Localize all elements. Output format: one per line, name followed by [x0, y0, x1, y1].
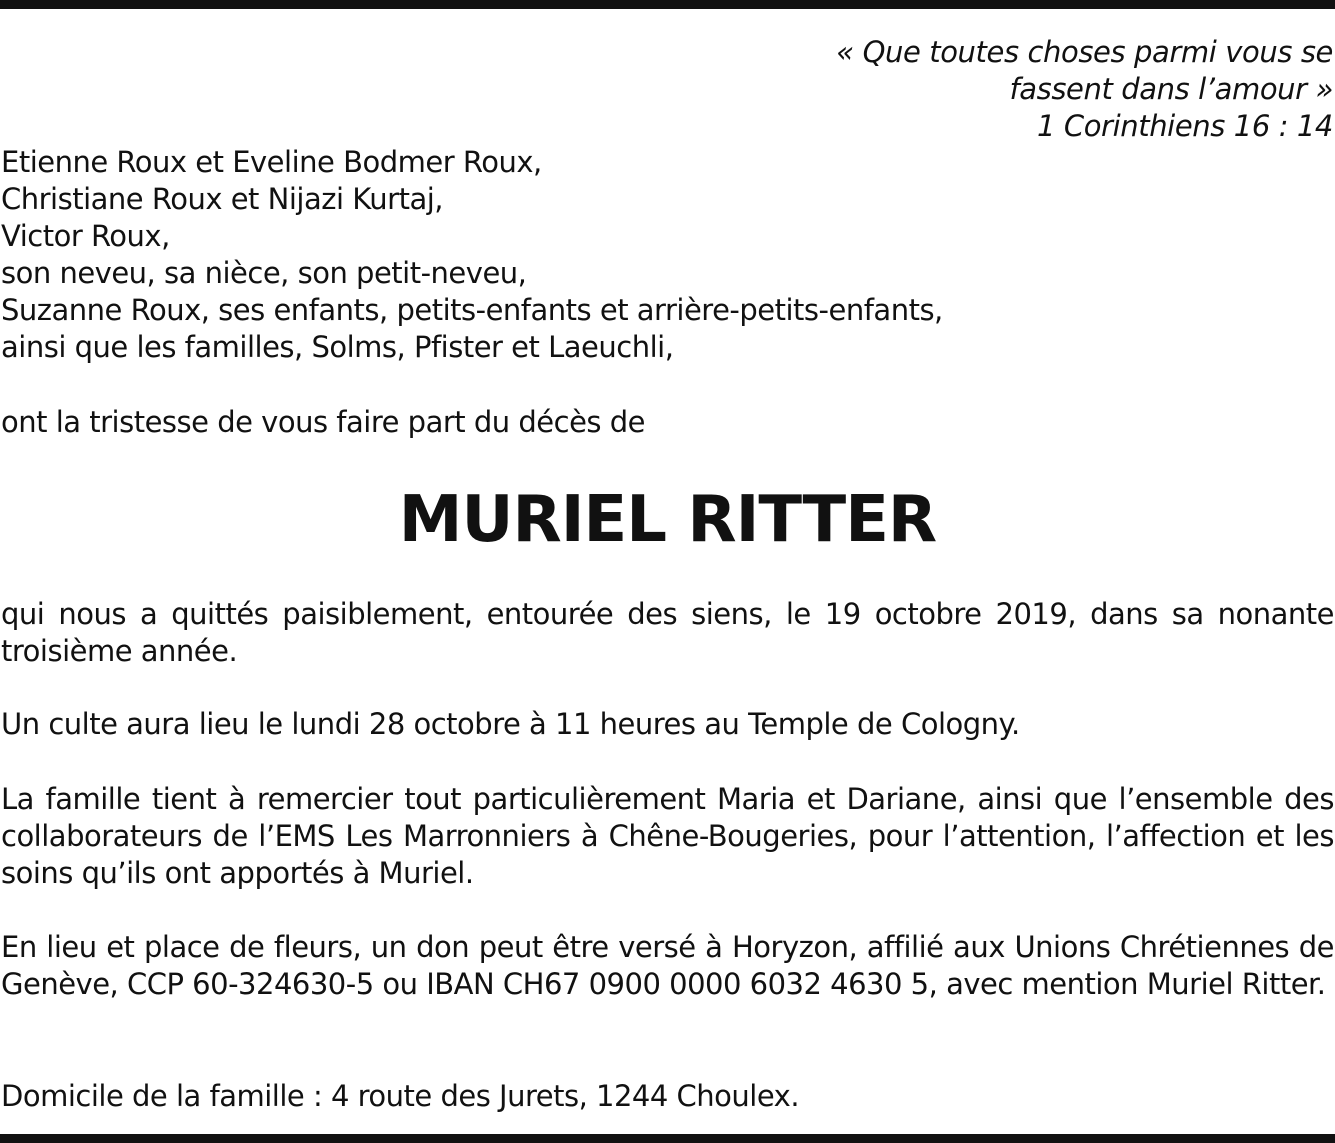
- address-paragraph: Domicile de la famille : 4 route des Jurets, 1244 Choulex.: [1, 1079, 800, 1113]
- quote-line-1: « Que toutes choses parmi vous se: [836, 35, 1333, 69]
- thanks-paragraph: La famille tient à remercier tout particulièrement Maria et Dariane, ainsi que l’ensemble des collaborateurs de l’EMS Les Marronniers à Chêne-Bougeries, pour l’attention, l’affection et les soins qu’ils ont apportés à Muriel.: [1, 782, 1334, 890]
- family-line: Victor Roux,: [1, 219, 170, 253]
- announcement-text: ont la tristesse de vous faire part du décès de: [1, 405, 645, 439]
- family-line: Suzanne Roux, ses enfants, petits-enfants et arrière-petits-enfants,: [1, 293, 943, 327]
- family-line: ainsi que les familles, Solms, Pfister et Laeuchli,: [1, 330, 674, 364]
- passing-paragraph: qui nous a quittés paisiblement, entourée des siens, le 19 octobre 2019, dans sa nonante troisième année.: [1, 597, 1334, 668]
- quote-reference: 1 Corinthiens 16 : 14: [1037, 109, 1333, 143]
- top-border-rule: [0, 0, 1335, 9]
- quote-line-2: fassent dans l’amour »: [1009, 72, 1333, 106]
- family-line: Christiane Roux et Nijazi Kurtaj,: [1, 182, 444, 216]
- donation-paragraph: En lieu et place de fleurs, un don peut être versé à Horyzon, affilié aux Unions Chrétiennes de Genève, CCP 60-324630-5 ou IBAN CH67 0900 0000 6032 4630 5, avec mention Muriel Ritter.: [1, 930, 1334, 1001]
- family-line: Etienne Roux et Eveline Bodmer Roux,: [1, 145, 542, 179]
- service-paragraph: Un culte aura lieu le lundi 28 octobre à 11 heures au Temple de Cologny.: [1, 707, 1020, 741]
- family-line: son neveu, sa nièce, son petit-neveu,: [1, 256, 527, 290]
- family-list: [1, 144, 1334, 366]
- bible-quote: [633, 34, 1333, 145]
- deceased-name: MURIEL RITTER: [398, 483, 937, 557]
- bottom-border-rule: [0, 1134, 1335, 1143]
